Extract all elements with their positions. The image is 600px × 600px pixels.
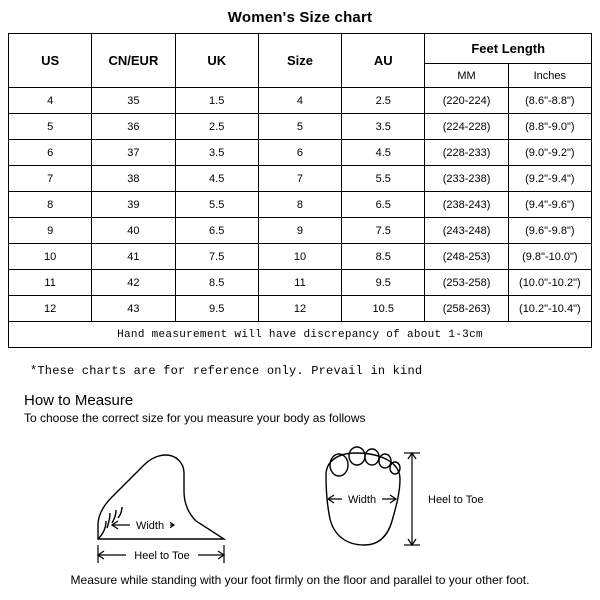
- cell-inches: (9.4"-9.6"): [508, 192, 591, 218]
- cell-size: 5: [258, 114, 341, 140]
- cell-uk: 6.5: [175, 218, 258, 244]
- cell-au: 4.5: [342, 140, 425, 166]
- table-head: [9, 34, 592, 88]
- measure-diagram: [8, 429, 600, 569]
- side-view-heel-to-toe-label: Heel to Toe: [134, 550, 190, 562]
- cell-au: 6.5: [342, 192, 425, 218]
- table-row: [9, 140, 592, 166]
- table-row: [9, 166, 592, 192]
- col-header-uk: UK: [175, 34, 258, 88]
- measure-diagram-svg: [8, 429, 600, 569]
- measure-footer-note: Measure while standing with your foot firmly on the floor and parallel to your other foot.: [70, 573, 530, 587]
- cell-inches: (9.8"-10.0"): [508, 244, 591, 270]
- size-chart-table: [8, 33, 592, 348]
- cell-cn-eur: 36: [92, 114, 175, 140]
- top-view-width-label: Width: [347, 494, 377, 506]
- cell-cn-eur: 43: [92, 296, 175, 322]
- cell-uk: 3.5: [175, 140, 258, 166]
- cell-us: 5: [9, 114, 92, 140]
- cell-cn-eur: 40: [92, 218, 175, 244]
- cell-inches: (9.0"-9.2"): [508, 140, 591, 166]
- page-title: Women's Size chart: [227, 9, 373, 26]
- cell-size: 7: [258, 166, 341, 192]
- cell-size: 11: [258, 270, 341, 296]
- cell-us: 10: [9, 244, 92, 270]
- cell-mm: (258-263): [425, 296, 508, 322]
- hand-measurement-note: Hand measurement will have discrepancy of about 1-3cm: [9, 322, 592, 348]
- cell-cn-eur: 38: [92, 166, 175, 192]
- cell-au: 3.5: [342, 114, 425, 140]
- cell-us: 6: [9, 140, 92, 166]
- cell-mm: (224-228): [425, 114, 508, 140]
- top-view-heel-to-toe-label: Heel to Toe: [428, 494, 484, 506]
- cell-uk: 7.5: [175, 244, 258, 270]
- col-header-us: US: [9, 34, 92, 88]
- cell-size: 4: [258, 88, 341, 114]
- cell-inches: (10.0"-10.2"): [508, 270, 591, 296]
- cell-au: 5.5: [342, 166, 425, 192]
- table-row: [9, 192, 592, 218]
- cell-size: 6: [258, 140, 341, 166]
- cell-au: 7.5: [342, 218, 425, 244]
- cell-cn-eur: 42: [92, 270, 175, 296]
- how-to-measure-subheading: To choose the correct size for you measure your body as follows: [24, 411, 366, 425]
- table-body: [9, 88, 592, 348]
- cell-mm: (238-243): [425, 192, 508, 218]
- cell-cn-eur: 35: [92, 88, 175, 114]
- cell-uk: 1.5: [175, 88, 258, 114]
- cell-inches: (9.2"-9.4"): [508, 166, 591, 192]
- cell-size: 10: [258, 244, 341, 270]
- cell-uk: 8.5: [175, 270, 258, 296]
- cell-uk: 4.5: [175, 166, 258, 192]
- cell-us: 12: [9, 296, 92, 322]
- cell-au: 10.5: [342, 296, 425, 322]
- cell-au: 2.5: [342, 88, 425, 114]
- cell-us: 8: [9, 192, 92, 218]
- cell-mm: (233-238): [425, 166, 508, 192]
- table-row: [9, 270, 592, 296]
- cell-uk: 9.5: [175, 296, 258, 322]
- table-row: [9, 88, 592, 114]
- how-to-measure-heading: How to Measure: [24, 392, 134, 409]
- cell-size: 12: [258, 296, 341, 322]
- cell-cn-eur: 37: [92, 140, 175, 166]
- top-view-heel-to-toe-arrow: [404, 453, 420, 545]
- cell-mm: (248-253): [425, 244, 508, 270]
- cell-us: 9: [9, 218, 92, 244]
- table-footer-row: [9, 322, 592, 348]
- cell-inches: (8.6"-8.8"): [508, 88, 591, 114]
- side-view-width-label: Width: [135, 520, 165, 532]
- cell-cn-eur: 39: [92, 192, 175, 218]
- cell-mm: (253-258): [425, 270, 508, 296]
- col-subheader-inches: Inches: [508, 64, 591, 88]
- cell-inches: (10.2"-10.4"): [508, 296, 591, 322]
- table-row: [9, 218, 592, 244]
- col-header-au: AU: [342, 34, 425, 88]
- table-row: [9, 114, 592, 140]
- cell-uk: 2.5: [175, 114, 258, 140]
- col-header-size: Size: [258, 34, 341, 88]
- col-header-feet-length: Feet Length: [425, 34, 592, 64]
- cell-size: 9: [258, 218, 341, 244]
- cell-au: 9.5: [342, 270, 425, 296]
- cell-us: 7: [9, 166, 92, 192]
- cell-uk: 5.5: [175, 192, 258, 218]
- col-subheader-mm: MM: [425, 64, 508, 88]
- cell-inches: (9.6"-9.8"): [508, 218, 591, 244]
- cell-mm: (243-248): [425, 218, 508, 244]
- reference-note: *These charts are for reference only. Prevail in kind: [30, 364, 423, 378]
- cell-us: 4: [9, 88, 92, 114]
- table-row: [9, 296, 592, 322]
- col-header-cn-eur: CN/EUR: [92, 34, 175, 88]
- cell-mm: (228-233): [425, 140, 508, 166]
- cell-inches: (8.8"-9.0"): [508, 114, 591, 140]
- cell-au: 8.5: [342, 244, 425, 270]
- table-header-row: [9, 34, 592, 64]
- table-row: [9, 244, 592, 270]
- cell-us: 11: [9, 270, 92, 296]
- cell-mm: (220-224): [425, 88, 508, 114]
- cell-cn-eur: 41: [92, 244, 175, 270]
- cell-size: 8: [258, 192, 341, 218]
